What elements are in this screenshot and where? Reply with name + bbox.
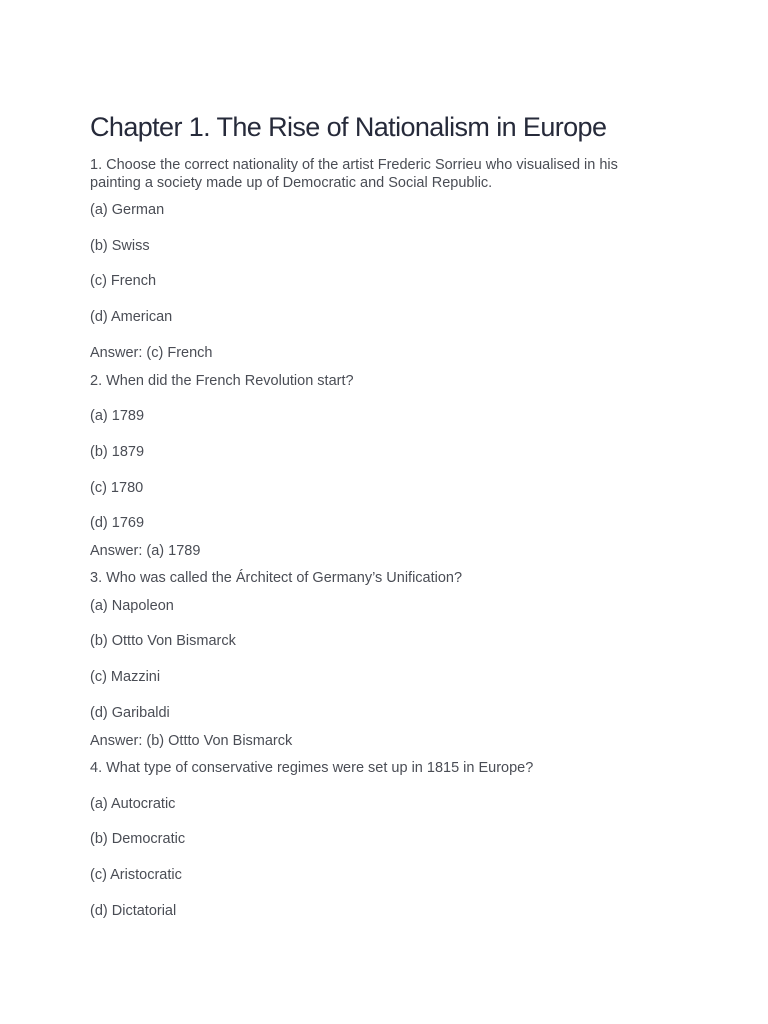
- question-1-answer: Answer: (c) French: [90, 345, 213, 361]
- question-3-option-b: (b) Ottto Von Bismarck: [90, 633, 236, 649]
- document-page: [90, 0, 690, 1024]
- question-3-answer: Answer: (b) Ottto Von Bismarck: [90, 733, 293, 749]
- question-3-text: 3. Who was called the Árchitect of Germany’s Unification?: [90, 570, 463, 586]
- question-2-option-d: (d) 1769: [90, 515, 145, 531]
- question-1-option-c: (c) French: [90, 273, 157, 289]
- question-2-option-c: (c) 1780: [90, 480, 144, 496]
- question-2-option-a: (a) 1789: [90, 408, 145, 424]
- question-3-option-a: (a) Napoleon: [90, 598, 174, 614]
- question-1-option-a: (a) German: [90, 202, 165, 218]
- question-1-option-d: (d) American: [90, 309, 173, 325]
- question-4-text: 4. What type of conservative regimes were set up in 1815 in Europe?: [90, 760, 534, 776]
- question-3-option-d: (d) Garibaldi: [90, 705, 170, 721]
- question-2-text: 2. When did the French Revolution start?: [90, 373, 354, 389]
- question-4-option-b: (b) Democratic: [90, 831, 186, 847]
- question-4-option-d: (d) Dictatorial: [90, 903, 177, 919]
- question-3-option-c: (c) Mazzini: [90, 669, 161, 685]
- question-4-option-c: (c) Aristocratic: [90, 867, 182, 883]
- question-2-option-b: (b) 1879: [90, 444, 145, 460]
- question-4-option-a: (a) Autocratic: [90, 796, 176, 812]
- chapter-title: Chapter 1. The Rise of Nationalism in Europe: [90, 112, 607, 142]
- question-2-answer: Answer: (a) 1789: [90, 543, 201, 559]
- question-1-text: 1. Choose the correct nationality of the artist Frederic Sorrieu who visualised in his painting a society made up of Democratic and Social Republic.: [90, 157, 618, 191]
- question-1-option-b: (b) Swiss: [90, 238, 150, 254]
